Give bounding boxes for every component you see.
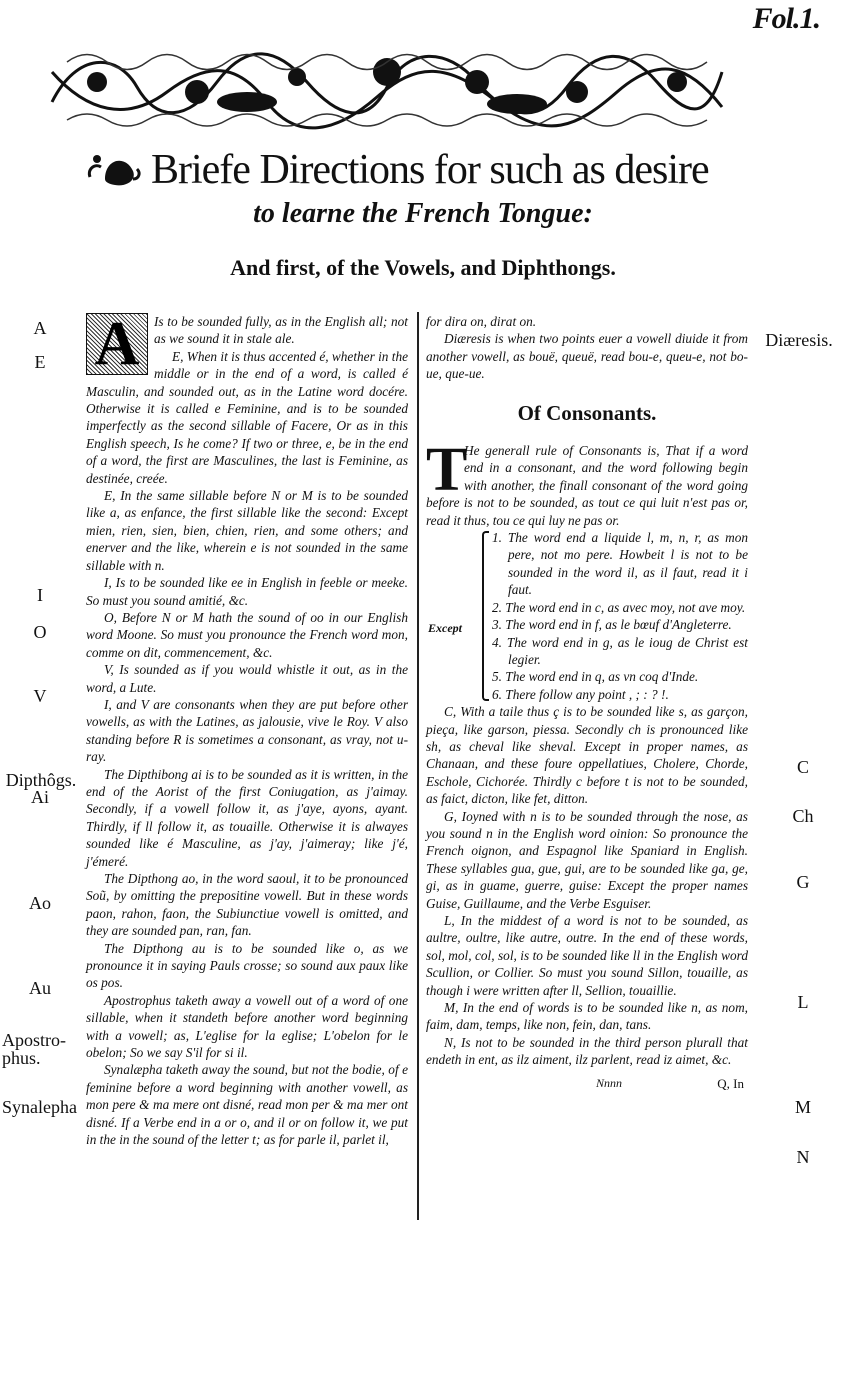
paragraph-vowel-e: E, When it is thus accented é, whether in the middle or in the end of a word, is called é Masculin, and sounded out, as in the Latine word docére. Otherwise it is called e Feminine, and is to be sounded imperfectly as the second sillable of Facere, Or as in this English speech, Is he come? If two or three, e, be in the end of a word, the first are Masculines, the last is Feminine, as destinée, creée. bbox=[86, 348, 408, 486]
paragraph-synalepha: Synalæpha taketh away the sound, but not the bodie, of e feminine before a word beginning with another vowell, as mon pere & ma mere ont disné, read mon per & ma mer ont disné. If a Verbe end in a or o, and il or on follow it, we put in the in the sound of the letter t; as for parle il, parlet il, bbox=[86, 1062, 408, 1148]
section-heading-vowels: And first, of the Vowels, and Diphthongs. bbox=[230, 255, 616, 280]
section-heading-consonants: Of Consonants. bbox=[517, 400, 657, 425]
paragraph-general-rule: He generall rule of Consonants is, That if a word end in a consonant, and the word following begin with another, the finall consonant of the word going before is not to be sounded, as tout ce qui luit n'est pas or, read it thus, tou ce qui luy ne pas or. bbox=[426, 443, 748, 528]
except-label: Except bbox=[428, 620, 462, 635]
except-item: 5. The word end in q, as vn coq d'Inde. bbox=[492, 669, 699, 685]
margin-note-n: N bbox=[796, 1147, 810, 1167]
except-item: 2. The word end in c, as avec moy, not ave moy. bbox=[492, 599, 746, 615]
margin-note-o: O bbox=[33, 622, 47, 642]
paragraph-consonant-n: N, Is not to be sounded in the third person plurall that endeth in ent, as ilz aiment, ilz parlent, read iz aimet, &c. bbox=[426, 1034, 748, 1068]
paragraph-vowel-e-nasal: E, In the same sillable before N or M is to be sounded like a, as enfance, the first sillable like the second: Except mien, rien, sien, bien, chien, rien, and some others; and enerver and the like, wherein e is not sounded in the same sillable with n. bbox=[86, 488, 408, 573]
except-item: 1. The word end a liquide l, m, n, r, as mon pere, not mo pere. Howbeit l is not to be sounded in the word il, as il faut, read it i faut. bbox=[492, 530, 748, 598]
page-title bbox=[85, 146, 765, 194]
margin-note-ai: Ai bbox=[31, 787, 49, 807]
margin-note-dipthongs: Dipthôgs. bbox=[5, 770, 77, 790]
margin-note-m: M bbox=[794, 1097, 811, 1117]
margin-note-diaeresis: Diæresis. bbox=[765, 330, 833, 350]
column-divider bbox=[417, 312, 419, 1220]
paragraph-vowel-i: I, Is to be sounded like ee in English in feeble or meeke. So must you sound amitié, &c. bbox=[86, 575, 408, 608]
paragraph-consonant-g: G, Ioyned with n is to be sounded through the nose, as you sound n in the English word oinion: So pronounce the French oignon, and Espagnol like Spaniard in English. These syllables gua, gue, gui, are to be sounded like ga, ge, gi, as in guame, guerre, guise: Except the proper names Guise, Guillaume, and the Verbe Esguiser. bbox=[426, 808, 748, 911]
paragraph-diphthong-ai: The Dipthibong ai is to be sounded as it is written, in the end of the Aorist of the first Coniugation, as j'aimay. Secondly, if a vowell follow it, as j'aye, ayons, ayant. Thirdly, if ll follow it, as touaille. Otherwise it is alwayes sounded like é Masculine, as j'ay, j'aimeray; like j'é, j'émeré. bbox=[86, 766, 408, 869]
margin-note-apostrophus-2: phus. bbox=[2, 1048, 41, 1068]
margin-note-ch: Ch bbox=[792, 806, 814, 826]
page-subtitle: to learne the French Tongue: bbox=[253, 198, 593, 229]
margin-note-l: L bbox=[797, 992, 809, 1012]
margin-note-au: Au bbox=[29, 978, 51, 998]
catchword: Q, In bbox=[717, 1075, 744, 1091]
paragraph-i-v-consonants: I, and V are consonants when they are put before other vowells, as with the Latines, as jalousie, vive le Roy. V also standing before R is sometimes a consonant, as vray, not u-ray. bbox=[86, 696, 408, 765]
paragraph-diphthong-ao: The Dipthong ao, in the word saoul, it to be pronounced Soũ, by omitting the prepositine vowell. But in these words paon, rahon, faon, the Subiunctiue vowell is omitted, and they are sounded pan, ran, fan. bbox=[86, 871, 408, 939]
paragraph-consonant-c: C, With a taile thus ç is to be sounded like s, as garçon, pieça, like garson, piessa. Secondly ch is pronounced like sh, as cheval like sheval. Except in proper names, as Chanaan, and these foure oppellatiues, Cholere, Chorde, Eschole, Cichorée. Thirdly c before t is not to be sounded, as faict, dicton, like fet, ditton. bbox=[426, 704, 748, 807]
paragraph-diphthong-au: The Dipthong au is to be sounded like o, as we pronounce it in saying Pauls crosse; so sound aux paux like os pos. bbox=[86, 940, 408, 991]
brace-icon bbox=[482, 531, 489, 701]
margin-note-i: I bbox=[37, 585, 43, 605]
decorated-initial-a: A bbox=[86, 313, 148, 375]
except-item: 6. There follow any point , ; : ? !. bbox=[492, 686, 669, 702]
page-footer bbox=[426, 1075, 748, 1095]
paragraph-continuation: for dira on, dirat on. bbox=[426, 314, 537, 329]
margin-note-e: E bbox=[34, 352, 46, 372]
initial-t: T bbox=[426, 436, 468, 505]
except-item: 4. The word end in g, as le ioug de Christ est legier. bbox=[492, 634, 748, 667]
except-list bbox=[428, 529, 748, 703]
margin-note-a: A bbox=[33, 318, 47, 338]
paragraph-apostrophus: Apostrophus taketh away a vowell out of a word of one sillable, when it standeth before another word beginning with a vowell; as, L'eglise for la eglise; L'obelon for le obelon; So we say S'il for si il. bbox=[86, 992, 408, 1061]
paragraph-vowel-a: Is to be sounded fully, as in the English all; not as we sound it in stale ale. bbox=[154, 314, 408, 347]
paragraph-diaeresis: Diæresis is when two points euer a vowell diuide it from another vowell, as bouë, queuë, read bou-e, queu-e, not bo-ue, que-ue. bbox=[426, 331, 748, 382]
margin-note-v: V bbox=[33, 686, 47, 706]
left-column bbox=[86, 310, 408, 1149]
paragraph-consonant-m: M, In the end of words is to be sounded like n, as nom, faim, dam, temps, like non, fein, dan, tans. bbox=[426, 1000, 748, 1033]
except-item: 3. The word end in f, as le bœuf d'Angleterre. bbox=[492, 617, 732, 633]
right-column bbox=[426, 313, 748, 1095]
margin-note-g: G bbox=[796, 872, 810, 892]
margin-note-apostrophus-1: Apostro- bbox=[2, 1030, 66, 1050]
title-text: Briefe Directions for such as desire bbox=[151, 147, 709, 193]
signature-mark: Nnnn bbox=[596, 1075, 623, 1090]
paragraph-vowel-o: O, Before N or M hath the sound of oo in our English word Moone. So must you pronounce the French word mon, comme on dit, commencement, &c. bbox=[86, 609, 408, 660]
woodcut-headpiece-icon bbox=[47, 42, 727, 132]
folio-number: Fol.1. bbox=[752, 2, 820, 35]
paragraph-vowel-v: V, Is sounded as if you would whistle it out, as in the word, a Lute. bbox=[86, 662, 408, 695]
margin-note-c: C bbox=[796, 757, 809, 777]
fleuron-icon bbox=[85, 149, 143, 189]
margin-note-ao: Ao bbox=[29, 893, 51, 913]
margin-note-synalepha: Synalepha bbox=[2, 1097, 77, 1117]
paragraph-consonant-l: L, In the middest of a word is not to be sounded, as aultre, oultre, like autre, outre. In the end of these words, sol, mol, col, sol, is to be sounded like ll in the English word Scullion, or Collier. So must you sound Sillon, touaille, as though i were written after ll, Sellion, touaillie. bbox=[426, 913, 748, 998]
